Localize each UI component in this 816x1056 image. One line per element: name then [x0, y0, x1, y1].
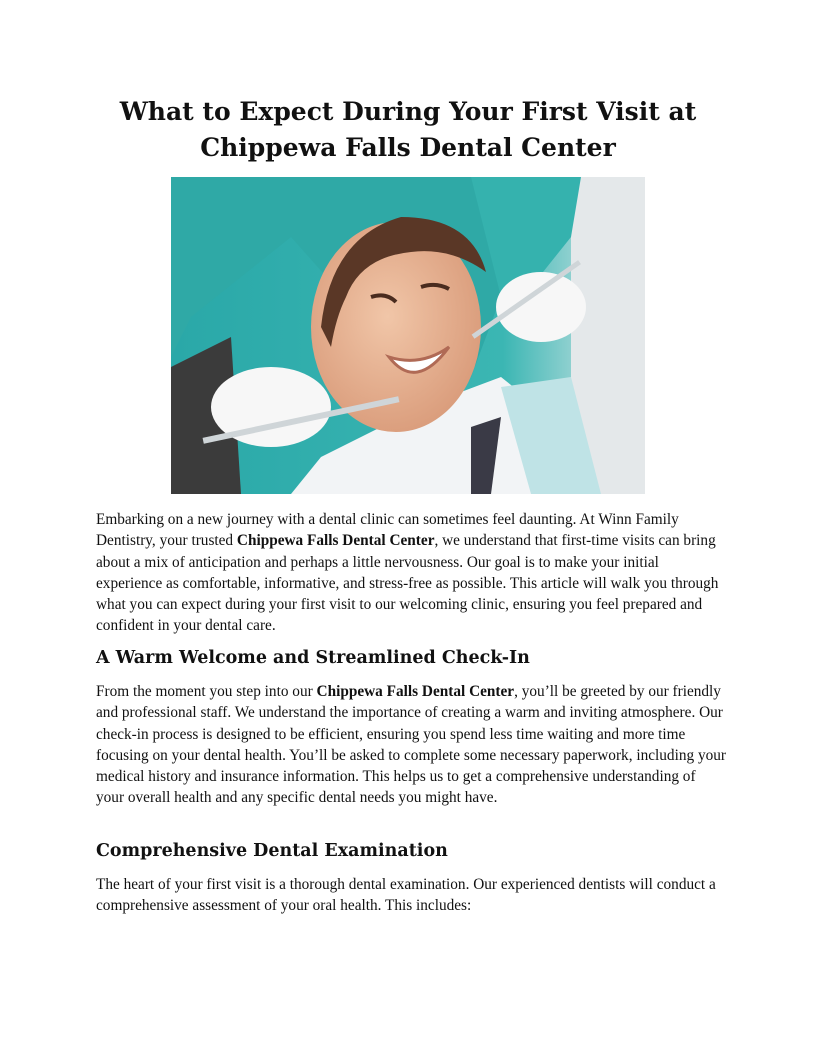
page-title [96, 94, 720, 166]
intro-paragraph: Embarking on a new journey with a dental clinic can sometimes feel daunting. At Winn Family Dentistry, your trusted Chippewa Falls Dental Center, we understand that first-time visits can bring about a mix of anticipation and perhaps a little nervousness. Our goal is to make your initial experience as comfortable, informative, and stress-free as possible. This article will walk you through what you can expect during your first visit to our welcoming clinic, ensuring you feel prepared and confident in your dental care. [96, 511, 719, 635]
dentist-patient-photo-icon [171, 177, 645, 494]
title-line-2: Chippewa Falls Dental Center [200, 133, 616, 162]
hero-image [171, 177, 645, 494]
check-in-paragraph: From the moment you step into our Chippewa Falls Dental Center, you’ll be greeted by our friendly and professional staff. We understand the importance of creating a warm and inviting atmosphere. Our check-in process is designed to be efficient, ensuring you spend less time waiting and more time focusing on your dental health. You’ll be asked to complete some necessary paperwork, including your medical history and insurance information. This helps us to get a comprehensive understanding of your overall health and any specific dental needs you might have. [96, 683, 726, 807]
section-heading-check-in: A Warm Welcome and Streamlined Check-In [96, 648, 530, 668]
examination-paragraph: The heart of your first visit is a thorough dental examination. Our experienced dentists will conduct a comprehensive assessment of your oral health. This includes: [96, 876, 716, 915]
section-heading-examination: Comprehensive Dental Examination [96, 841, 448, 861]
title-line-1: What to Expect During Your First Visit at [119, 97, 697, 126]
